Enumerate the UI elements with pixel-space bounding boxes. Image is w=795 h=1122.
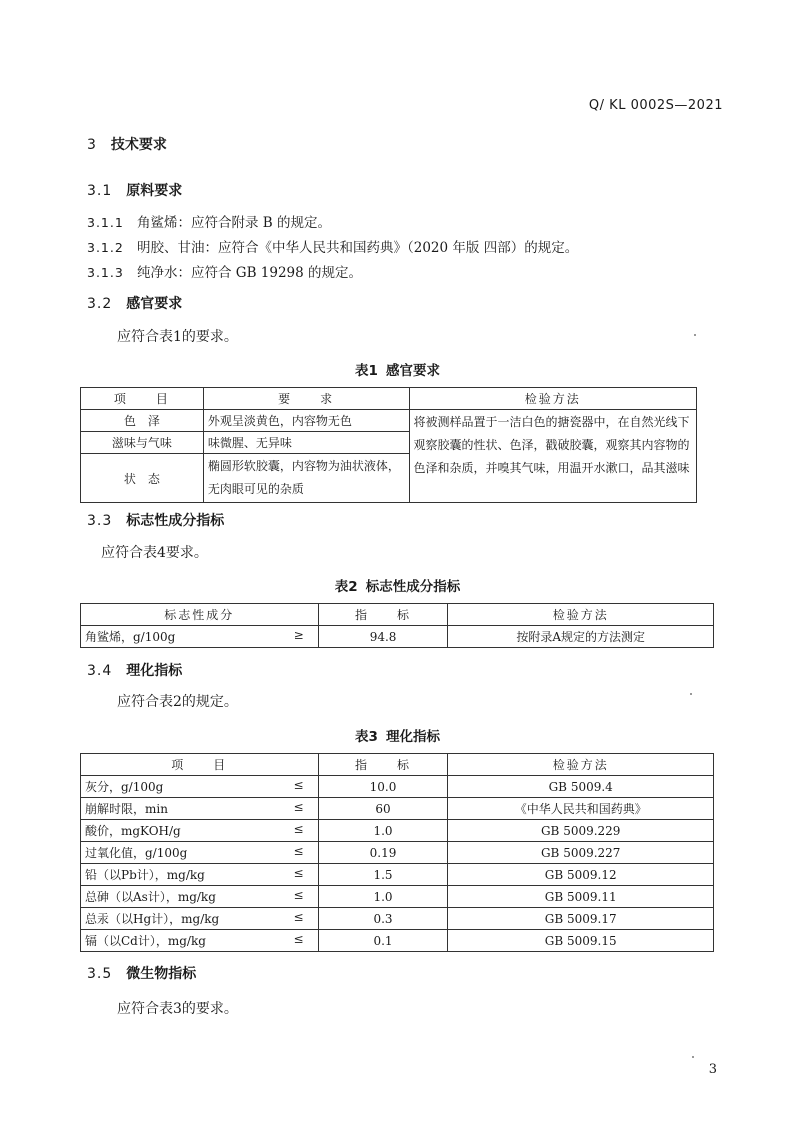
table2-marker-components bbox=[80, 603, 714, 648]
comparison-operator: ≤ bbox=[293, 910, 304, 924]
column-header: 检验方法 bbox=[448, 754, 714, 776]
method-cell: GB 5009.17 bbox=[448, 908, 714, 930]
table1-caption-title: 感官要求 bbox=[385, 363, 440, 379]
comparison-operator: ≤ bbox=[293, 822, 304, 836]
clause-number: 3.1.3 bbox=[87, 265, 124, 280]
comparison-operator: ≤ bbox=[293, 778, 304, 792]
indicator-name: 灰分，g/100g bbox=[85, 780, 164, 794]
section-3-4-body: 应符合表2的规定。 bbox=[117, 694, 238, 710]
document-id: Q/ KL 0002S—2021 bbox=[588, 98, 723, 113]
item-cell: 滋味与气味 bbox=[81, 432, 204, 454]
value-cell: 1.5 bbox=[318, 864, 448, 886]
value-cell: 1.0 bbox=[318, 886, 448, 908]
name-cell bbox=[81, 864, 319, 886]
value-cell: 0.3 bbox=[318, 908, 448, 930]
requirement-cell: 椭圆形软胶囊，内容物为油状液体，无肉眼可见的杂质 bbox=[203, 454, 409, 503]
value-cell: 0.19 bbox=[318, 842, 448, 864]
section-heading-3-3 bbox=[87, 510, 224, 530]
value-cell: 94.8 bbox=[318, 626, 448, 648]
section-3-2-body: 应符合表1的要求。 bbox=[117, 329, 238, 345]
name-cell bbox=[81, 798, 319, 820]
table3-caption-number: 表3 bbox=[355, 729, 378, 745]
method-cell: GB 5009.227 bbox=[448, 842, 714, 864]
table-row bbox=[81, 930, 714, 952]
section-heading-3-2 bbox=[87, 293, 182, 313]
name-cell bbox=[81, 886, 319, 908]
column-header: 检验方法 bbox=[409, 388, 696, 410]
comparison-operator: ≤ bbox=[293, 844, 304, 858]
section-number: 3.4 bbox=[87, 663, 113, 679]
section-title: 原料要求 bbox=[126, 183, 183, 199]
table-row bbox=[81, 798, 714, 820]
name-cell bbox=[81, 820, 319, 842]
value-cell: 1.0 bbox=[318, 820, 448, 842]
column-header: 项 目 bbox=[81, 388, 204, 410]
column-header: 指 标 bbox=[318, 604, 448, 626]
table2-caption bbox=[0, 575, 795, 595]
indicator-name: 酸价，mgKOH/g bbox=[85, 824, 181, 838]
indicator-name: 铅（以Pb计），mg/kg bbox=[85, 868, 205, 882]
method-cell: GB 5009.4 bbox=[448, 776, 714, 798]
clause-text: 角鲨烯：应符合附录 B 的规定。 bbox=[137, 215, 332, 231]
table1-caption-number: 表1 bbox=[355, 363, 378, 379]
section-number: 3.3 bbox=[87, 513, 113, 529]
table3-caption bbox=[0, 725, 795, 745]
table1-caption bbox=[0, 359, 795, 379]
value-cell: 0.1 bbox=[318, 930, 448, 952]
page-number: 3 bbox=[708, 1062, 717, 1077]
section-title: 理化指标 bbox=[126, 663, 183, 679]
component-name: 角鲨烯，g/100g bbox=[85, 630, 176, 644]
section-number: 3.5 bbox=[87, 966, 113, 982]
clause-3-1-1 bbox=[87, 211, 331, 231]
scan-speck bbox=[694, 334, 696, 336]
indicator-name: 过氧化值，g/100g bbox=[85, 846, 188, 860]
comparison-operator: ≥ bbox=[293, 628, 304, 642]
comparison-operator: ≤ bbox=[293, 800, 304, 814]
comparison-operator: ≤ bbox=[293, 866, 304, 880]
clause-3-1-2 bbox=[87, 236, 578, 256]
indicator-name: 总汞（以Hg计），mg/kg bbox=[85, 912, 220, 926]
section-heading-3-1 bbox=[87, 180, 182, 200]
section-title: 微生物指标 bbox=[126, 966, 197, 982]
section-heading-3-5 bbox=[87, 963, 196, 983]
clause-number: 3.1.1 bbox=[87, 215, 124, 230]
clause-text: 明胶、甘油：应符合《中华人民共和国药典》（2020 年版 四部）的规定。 bbox=[137, 240, 579, 256]
table3-caption-title: 理化指标 bbox=[385, 729, 440, 745]
method-cell: 将被测样品置于一洁白色的搪瓷器中，在自然光线下观察胶囊的性状、色泽，戳破胶囊，观察其内容物的色泽和杂质，并嗅其气味，用温开水漱口，品其滋味 bbox=[409, 410, 696, 503]
value-cell: 60 bbox=[318, 798, 448, 820]
name-cell bbox=[81, 626, 319, 648]
method-cell: 按附录A规定的方法测定 bbox=[448, 626, 714, 648]
table-header-row bbox=[81, 754, 714, 776]
item-cell: 色 泽 bbox=[81, 410, 204, 432]
table-row bbox=[81, 842, 714, 864]
method-cell: GB 5009.12 bbox=[448, 864, 714, 886]
table-row bbox=[81, 886, 714, 908]
name-cell bbox=[81, 930, 319, 952]
table2-caption-title: 标志性成分指标 bbox=[365, 579, 461, 595]
table-row bbox=[81, 626, 714, 648]
scan-speck bbox=[690, 693, 692, 695]
section-number: 3.2 bbox=[87, 296, 113, 312]
column-header: 要 求 bbox=[203, 388, 409, 410]
section-title: 技术要求 bbox=[110, 137, 167, 153]
name-cell bbox=[81, 842, 319, 864]
comparison-operator: ≤ bbox=[293, 888, 304, 902]
requirement-cell: 味微腥、无异味 bbox=[203, 432, 409, 454]
section-heading-3 bbox=[87, 134, 167, 154]
table-header-row bbox=[81, 388, 697, 410]
indicator-name: 崩解时限，min bbox=[85, 802, 168, 816]
column-header: 指 标 bbox=[318, 754, 448, 776]
column-header: 检验方法 bbox=[448, 604, 714, 626]
section-title: 感官要求 bbox=[126, 296, 183, 312]
table-row bbox=[81, 776, 714, 798]
indicator-name: 总砷（以As计），mg/kg bbox=[85, 890, 216, 904]
section-number: 3 bbox=[87, 137, 97, 153]
method-cell: GB 5009.229 bbox=[448, 820, 714, 842]
name-cell bbox=[81, 776, 319, 798]
section-heading-3-4 bbox=[87, 660, 182, 680]
indicator-name: 镉（以Cd计），mg/kg bbox=[85, 934, 206, 948]
clause-number: 3.1.2 bbox=[87, 240, 124, 255]
clause-3-1-3 bbox=[87, 261, 362, 281]
requirement-cell: 外观呈淡黄色，内容物无色 bbox=[203, 410, 409, 432]
column-header: 项 目 bbox=[81, 754, 319, 776]
table-row bbox=[81, 864, 714, 886]
method-cell: GB 5009.15 bbox=[448, 930, 714, 952]
table-header-row bbox=[81, 604, 714, 626]
column-header: 标志性成分 bbox=[81, 604, 319, 626]
section-3-3-body: 应符合表4要求。 bbox=[101, 545, 208, 561]
comparison-operator: ≤ bbox=[293, 932, 304, 946]
table2-caption-number: 表2 bbox=[334, 579, 358, 595]
table1-sensory-requirements bbox=[80, 387, 697, 503]
section-title: 标志性成分指标 bbox=[126, 513, 225, 529]
method-cell: GB 5009.11 bbox=[448, 886, 714, 908]
table-row bbox=[81, 908, 714, 930]
value-cell: 10.0 bbox=[318, 776, 448, 798]
item-cell: 状 态 bbox=[81, 454, 204, 503]
section-3-5-body: 应符合表3的要求。 bbox=[117, 1001, 238, 1017]
clause-text: 纯净水：应符合 GB 19298 的规定。 bbox=[137, 265, 363, 281]
name-cell bbox=[81, 908, 319, 930]
method-cell: 《中华人民共和国药典》 bbox=[448, 798, 714, 820]
scan-speck bbox=[692, 1056, 694, 1058]
table-row bbox=[81, 410, 697, 432]
table-row bbox=[81, 820, 714, 842]
table3-physicochemical-indicators bbox=[80, 753, 714, 952]
section-number: 3.1 bbox=[87, 183, 113, 199]
